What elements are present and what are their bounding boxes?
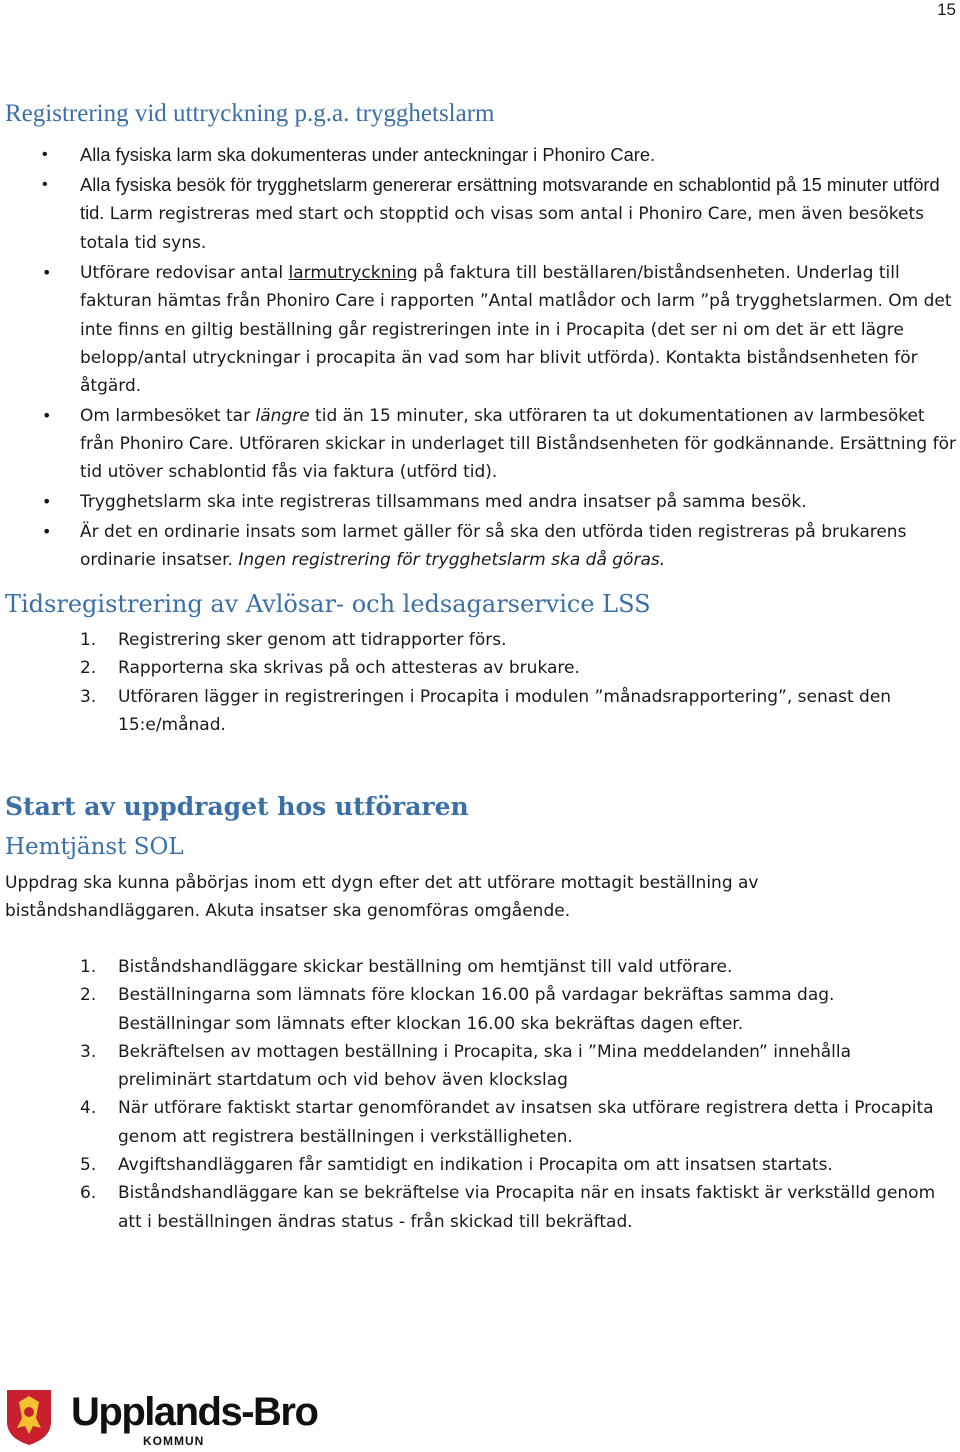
list-text: Avgiftshandläggaren får samtidigt en indikation i Procapita om att insatsen startats. bbox=[118, 1155, 833, 1176]
subheading-hemtjanst: Hemtjänst SOL bbox=[5, 834, 184, 860]
list-item bbox=[80, 953, 938, 981]
list-number: 6. bbox=[80, 1183, 97, 1204]
section-heading-start: Start av uppdraget hos utföraren bbox=[5, 792, 469, 821]
bullet-item bbox=[80, 259, 960, 400]
list-number: 1. bbox=[80, 957, 97, 977]
logo-name: Upplands-Bro bbox=[71, 1390, 318, 1434]
section-heading-lss: Tidsregistrering av Avlösar- och ledsagarservice LSS bbox=[5, 590, 651, 618]
page-number: 15 bbox=[937, 0, 956, 19]
bullet-text: tid än 15 minuter, ska utföraren ta ut dokumentationen av larmbesöket från Phoniro Care. Utföraren skickar in underlaget till Biståndsenheten för godkännande. Ersättning för tid utöver schablontid fås via faktura (utförd tid). bbox=[80, 405, 956, 483]
list-number: 2. bbox=[80, 985, 97, 1006]
bullet-text: Alla fysiska larm ska dokumenteras under anteckningar i Phoniro Care. bbox=[80, 144, 656, 165]
bullet-item bbox=[80, 488, 960, 516]
bullet-text: Trygghetslarm ska inte registreras tillsammans med andra insatser på samma besök. bbox=[80, 492, 807, 513]
trygghetslarm-bullet-list bbox=[80, 141, 960, 576]
list-text: Rapporterna ska skrivas på och attesteras av brukare. bbox=[118, 658, 580, 679]
list-text: Beställningarna som lämnats före klockan 16.00 på vardagar bekräftas samma dag. Beställningar som lämnats efter klockan 16.00 ska bekräftas dagen efter. bbox=[118, 985, 835, 1034]
bullet-item bbox=[80, 518, 960, 575]
list-text: Bekräftelsen av mottagen beställning i Procapita, ska i ”Mina meddelanden” innehålla preliminärt startdatum och vid behov även klockslag bbox=[118, 1041, 852, 1091]
italic-term: längre bbox=[255, 405, 310, 426]
list-text: Biståndshandläggare kan se bekräftelse via Procapita när en insats faktiskt är verkställd genom att i beställningen ändras status - från skickad till bekräftad. bbox=[118, 1183, 936, 1232]
list-text: Biståndshandläggare skickar beställning om hemtjänst till vald utförare. bbox=[118, 957, 733, 977]
italic-note: Ingen registrering för trygghetslarm ska då göras. bbox=[238, 550, 666, 571]
bullet-text: Om larmbesöket tar bbox=[80, 405, 256, 426]
list-text: Registrering sker genom att tidrapporter förs. bbox=[118, 630, 507, 650]
list-text: Utföraren lägger in registreringen i Procapita i modulen ”månadsrapportering”, senast den 15:e/månad. bbox=[118, 686, 892, 735]
upplands-bro-logo bbox=[5, 1386, 345, 1448]
list-item bbox=[80, 683, 938, 740]
list-item bbox=[80, 1151, 938, 1179]
intro-paragraph: Uppdrag ska kunna påbörjas inom ett dygn efter det att utförare mottagit beställning av biståndshandläggaren. Akuta insatser ska genomföras omgående. bbox=[5, 873, 759, 922]
crest-icon bbox=[5, 1388, 53, 1446]
section-heading-trygghetslarm: Registrering vid uttryckning p.g.a. trygghetslarm bbox=[5, 100, 495, 127]
bullet-text: Är det en ordinarie insats som larmet gäller för så ska den utförda tiden registreras på brukarens ordinarie insatser. bbox=[80, 521, 907, 571]
list-item bbox=[80, 1038, 938, 1095]
list-item bbox=[80, 626, 938, 654]
list-text: När utförare faktiskt startar genomförandet av insatsen ska utförare registrera detta i Procapita genom att registrera beställningen i verkställigheten. bbox=[118, 1098, 934, 1147]
bullet-text: på faktura till beställaren/biståndsenheten. Underlag till fakturan hämtas från Phoniro Care i rapporten ”Antal matlådor och larm ”på trygghetslarmen. Om det inte finns en giltig beställning går registreringen inte in i Procapita (det ser ni om det är ett lägre belopp/antal utryckningar i procapita än vad som har blivit utförda). Kontakta biståndsenheten för åtgärd. bbox=[80, 262, 952, 397]
hemtjanst-numbered-list bbox=[80, 953, 938, 1236]
bullet-item bbox=[80, 402, 960, 487]
list-number: 3. bbox=[80, 1041, 97, 1062]
list-number: 4. bbox=[80, 1098, 97, 1119]
list-number: 2. bbox=[80, 658, 97, 679]
bullet-text: Utförare redovisar antal bbox=[80, 262, 289, 283]
list-item bbox=[80, 1179, 938, 1236]
logo-subtitle: KOMMUN bbox=[143, 1434, 205, 1448]
bullet-item bbox=[80, 141, 960, 169]
bullet-item bbox=[80, 171, 960, 258]
list-number: 5. bbox=[80, 1155, 97, 1176]
list-item bbox=[80, 981, 938, 1038]
underlined-term: larmutryckning bbox=[288, 262, 418, 283]
list-item bbox=[80, 654, 938, 682]
list-item bbox=[80, 1094, 938, 1151]
bullet-text: Alla fysiska besök för trygghetslarm genererar ersättning motsvarande en schablontid på 15 minuter utförd tid. bbox=[80, 173, 940, 223]
list-number: 1. bbox=[80, 630, 97, 650]
bullet-text: Larm registreras med start och stopptid och visas som antal i Phoniro Care, men även besökets totala tid syns. bbox=[80, 203, 924, 254]
list-number: 3. bbox=[80, 686, 97, 707]
lss-numbered-list bbox=[80, 626, 938, 739]
